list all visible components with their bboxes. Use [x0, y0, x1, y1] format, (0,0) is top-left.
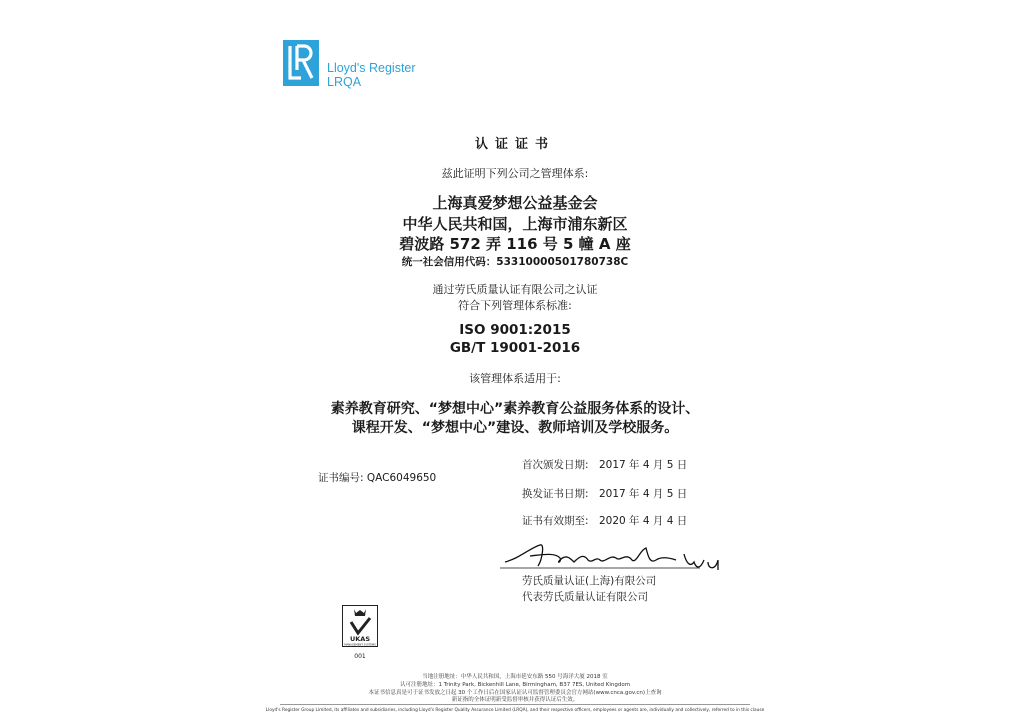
- scope-line-2: 课程开发、“梦想中心”建设、教师培训及学校服务。: [351, 420, 679, 436]
- scope-line-1: 素养教育研究、“梦想中心”素养教育公益服务体系的设计、: [330, 401, 700, 417]
- brand-line-1: Lloyd's Register: [327, 61, 416, 75]
- certificate-intro: 兹此证明下列公司之管理体系:: [441, 167, 589, 180]
- first-issue-date: 2017 年 4 月 5 日: [599, 459, 688, 471]
- approval-line-1: 通过劳氏质量认证有限公司之认证: [432, 283, 598, 296]
- signature-icon: [500, 540, 740, 576]
- ukas-sub-text: MANAGEMENT SYSTEMS: [344, 643, 376, 647]
- applies-to-label: 该管理体系适用于:: [469, 372, 561, 385]
- ukas-accreditation-mark: [342, 605, 378, 660]
- footer-line-3: 本证书信息真是可于证书发放之日起 30 个工作日后在国家认证认可监督管理委员会官方网站(www.cnca.gov.cn)上查询: [368, 690, 662, 696]
- organization-address-1: 中华人民共和国，上海市浦东新区: [402, 215, 628, 233]
- lloyds-register-logo-icon: [283, 40, 319, 86]
- reissue-date: 2017 年 4 月 5 日: [599, 488, 688, 500]
- ukas-crown-check-icon: [342, 605, 378, 647]
- ukas-number: 001: [354, 653, 366, 660]
- footer-divider: [280, 704, 750, 705]
- ukas-text: UKAS: [349, 635, 371, 643]
- issuer-line-2: 代表劳氏质量认证有限公司: [522, 591, 648, 603]
- brand-line-2: LRQA: [327, 75, 362, 89]
- footer-line-1: 当地注册地址：中华人民共和国，上海市延安东路 550 号海洋大厦 2018 室: [422, 674, 608, 680]
- issuer-line-1: 劳氏质量认证(上海)有限公司: [522, 575, 657, 587]
- reissue-label: 换发证书日期:: [522, 488, 589, 500]
- footer-line-2: 认可注册地址：1 Trinity Park, Bickenhill Lane, Birmingham, B37 7ES, United Kingdom: [399, 682, 631, 688]
- footer-line-4: 新证指的全体证明新受监督审核并获得认证后生效。: [451, 697, 579, 703]
- standard-iso: ISO 9001:2015: [459, 322, 571, 338]
- certificate-title: 认证证书: [474, 137, 555, 152]
- first-issue-label: 首次颁发日期:: [522, 459, 589, 471]
- expiry-date: 2020 年 4 月 4 日: [599, 515, 688, 527]
- standard-gbt: GB/T 19001-2016: [449, 340, 581, 356]
- organization-name: 上海真爱梦想公益基金会: [432, 194, 598, 212]
- credit-code: 统一社会信用代码：53310000501780738C: [401, 256, 629, 268]
- organization-address-2: 碧波路 572 弄 116 号 5 幢 A 座: [399, 235, 631, 253]
- certificate-number: 证书编号: QAC6049650: [318, 472, 437, 484]
- brand-name: [327, 61, 416, 89]
- footer-legal: Lloyd's Register Group Limited, its affiliates and subsidiaries, including Lloyd's Register Quality Assurance Limited (LRQA), and their respective officers, employees or agents are, individually and collectively, referred to in this clause: [265, 708, 765, 713]
- approval-line-2: 符合下列管理体系标准:: [458, 299, 572, 312]
- expiry-label: 证书有效期至:: [522, 515, 589, 527]
